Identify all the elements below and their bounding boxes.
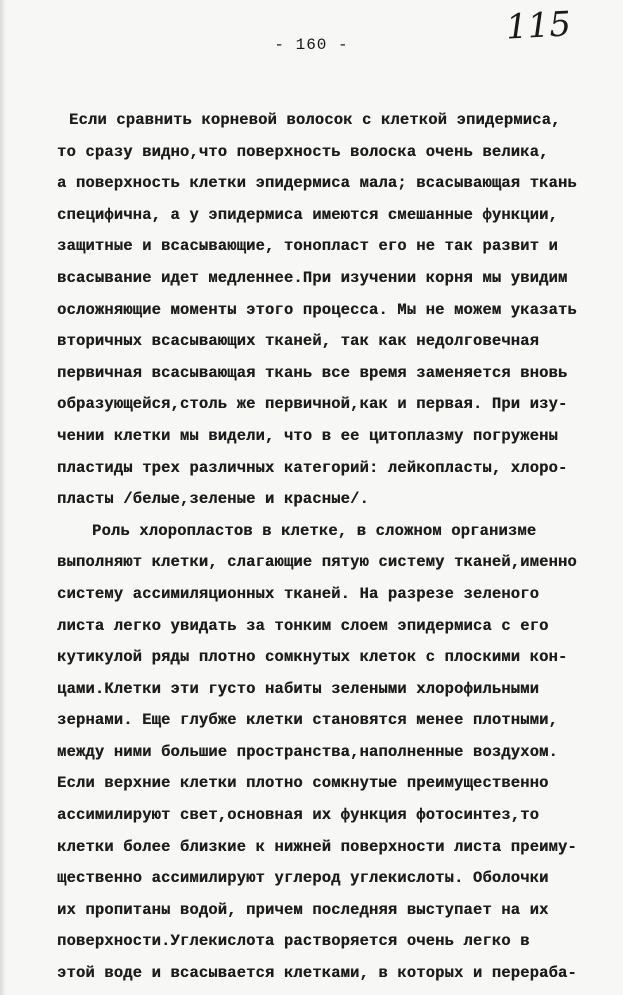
text-line: пласты /белые,зеленые и красные/. <box>57 490 369 509</box>
text-line: этой воде и всасывается клетками, в которых и перераба- <box>57 964 577 983</box>
text-line: Роль хлоропластов в клетке, в сложном организме <box>92 521 537 540</box>
page-number: - 160 - <box>274 36 349 54</box>
body-text <box>57 105 617 990</box>
text-line: между ними большие пространства,наполненные воздухом. <box>57 742 558 761</box>
handwritten-folio-number: 115 <box>505 4 573 48</box>
text-line: поверхности.Углекислота растворяется очень легко в <box>57 932 530 951</box>
text-line: клетки более близкие к нижней поверхности листа преиму- <box>57 837 577 856</box>
text-line: листа легко увидать за тонким слоем эпидермиса с его <box>57 616 549 635</box>
text-line: чении клетки мы видели, что в ее цитоплазму погружены <box>57 426 558 445</box>
text-line: цами.Клетки эти густо набиты зелеными хлорофильными <box>57 679 540 698</box>
text-line: систему ассимиляционных тканей. На разрезе зеленого <box>57 584 540 603</box>
text-line: первичная всасывающая ткань все время заменяется вновь <box>57 363 568 382</box>
text-line: а поверхность клетки эпидермиса мала; всасывающая ткань <box>57 174 577 193</box>
text-line: то сразу видно,что поверхность волоска очень велика, <box>57 142 549 161</box>
text-line: зернами. Еще глубже клетки становятся менее плотными, <box>57 711 558 730</box>
text-line: Если сравнить корневой волосок с клеткой эпидермиса, <box>69 111 561 129</box>
text-line: их пропитаны водой, причем последняя выступает на их <box>57 900 549 919</box>
text-line: осложняющие моменты этого процесса. Мы не можем указать <box>57 300 577 319</box>
text-line: пластиды трех различных категорий: лейкопласты, хлоро- <box>57 458 568 477</box>
text-line: образующейся,столь же первичной,как и первая. При изу- <box>57 395 568 414</box>
text-line: кутикулой ряды плотно сомкнутых клеток с плоскими кон- <box>57 648 568 667</box>
text-line: ассимилируют свет,основная их функция фотосинтез,то <box>57 806 540 825</box>
text-line: щественно ассимилируют углерод углекислоты. Оболочки <box>57 869 549 888</box>
text-line: всасывание идет медленнее.При изучении корня мы увидим <box>57 268 568 287</box>
text-line: защитные и всасывающие, тонопласт его не так развит и <box>57 237 558 256</box>
text-line: Если верхние клетки плотно сомкнутые преимущественно <box>57 774 549 793</box>
page-edge-shadow <box>0 0 6 995</box>
text-line: вторичных всасывающих тканей, так как недолговечная <box>57 332 540 351</box>
text-line: специфична, а у эпидермиса имеются смешанные функции, <box>57 205 558 224</box>
text-line: выполняют клетки, слагающие пятую систему тканей,именно <box>57 553 577 572</box>
